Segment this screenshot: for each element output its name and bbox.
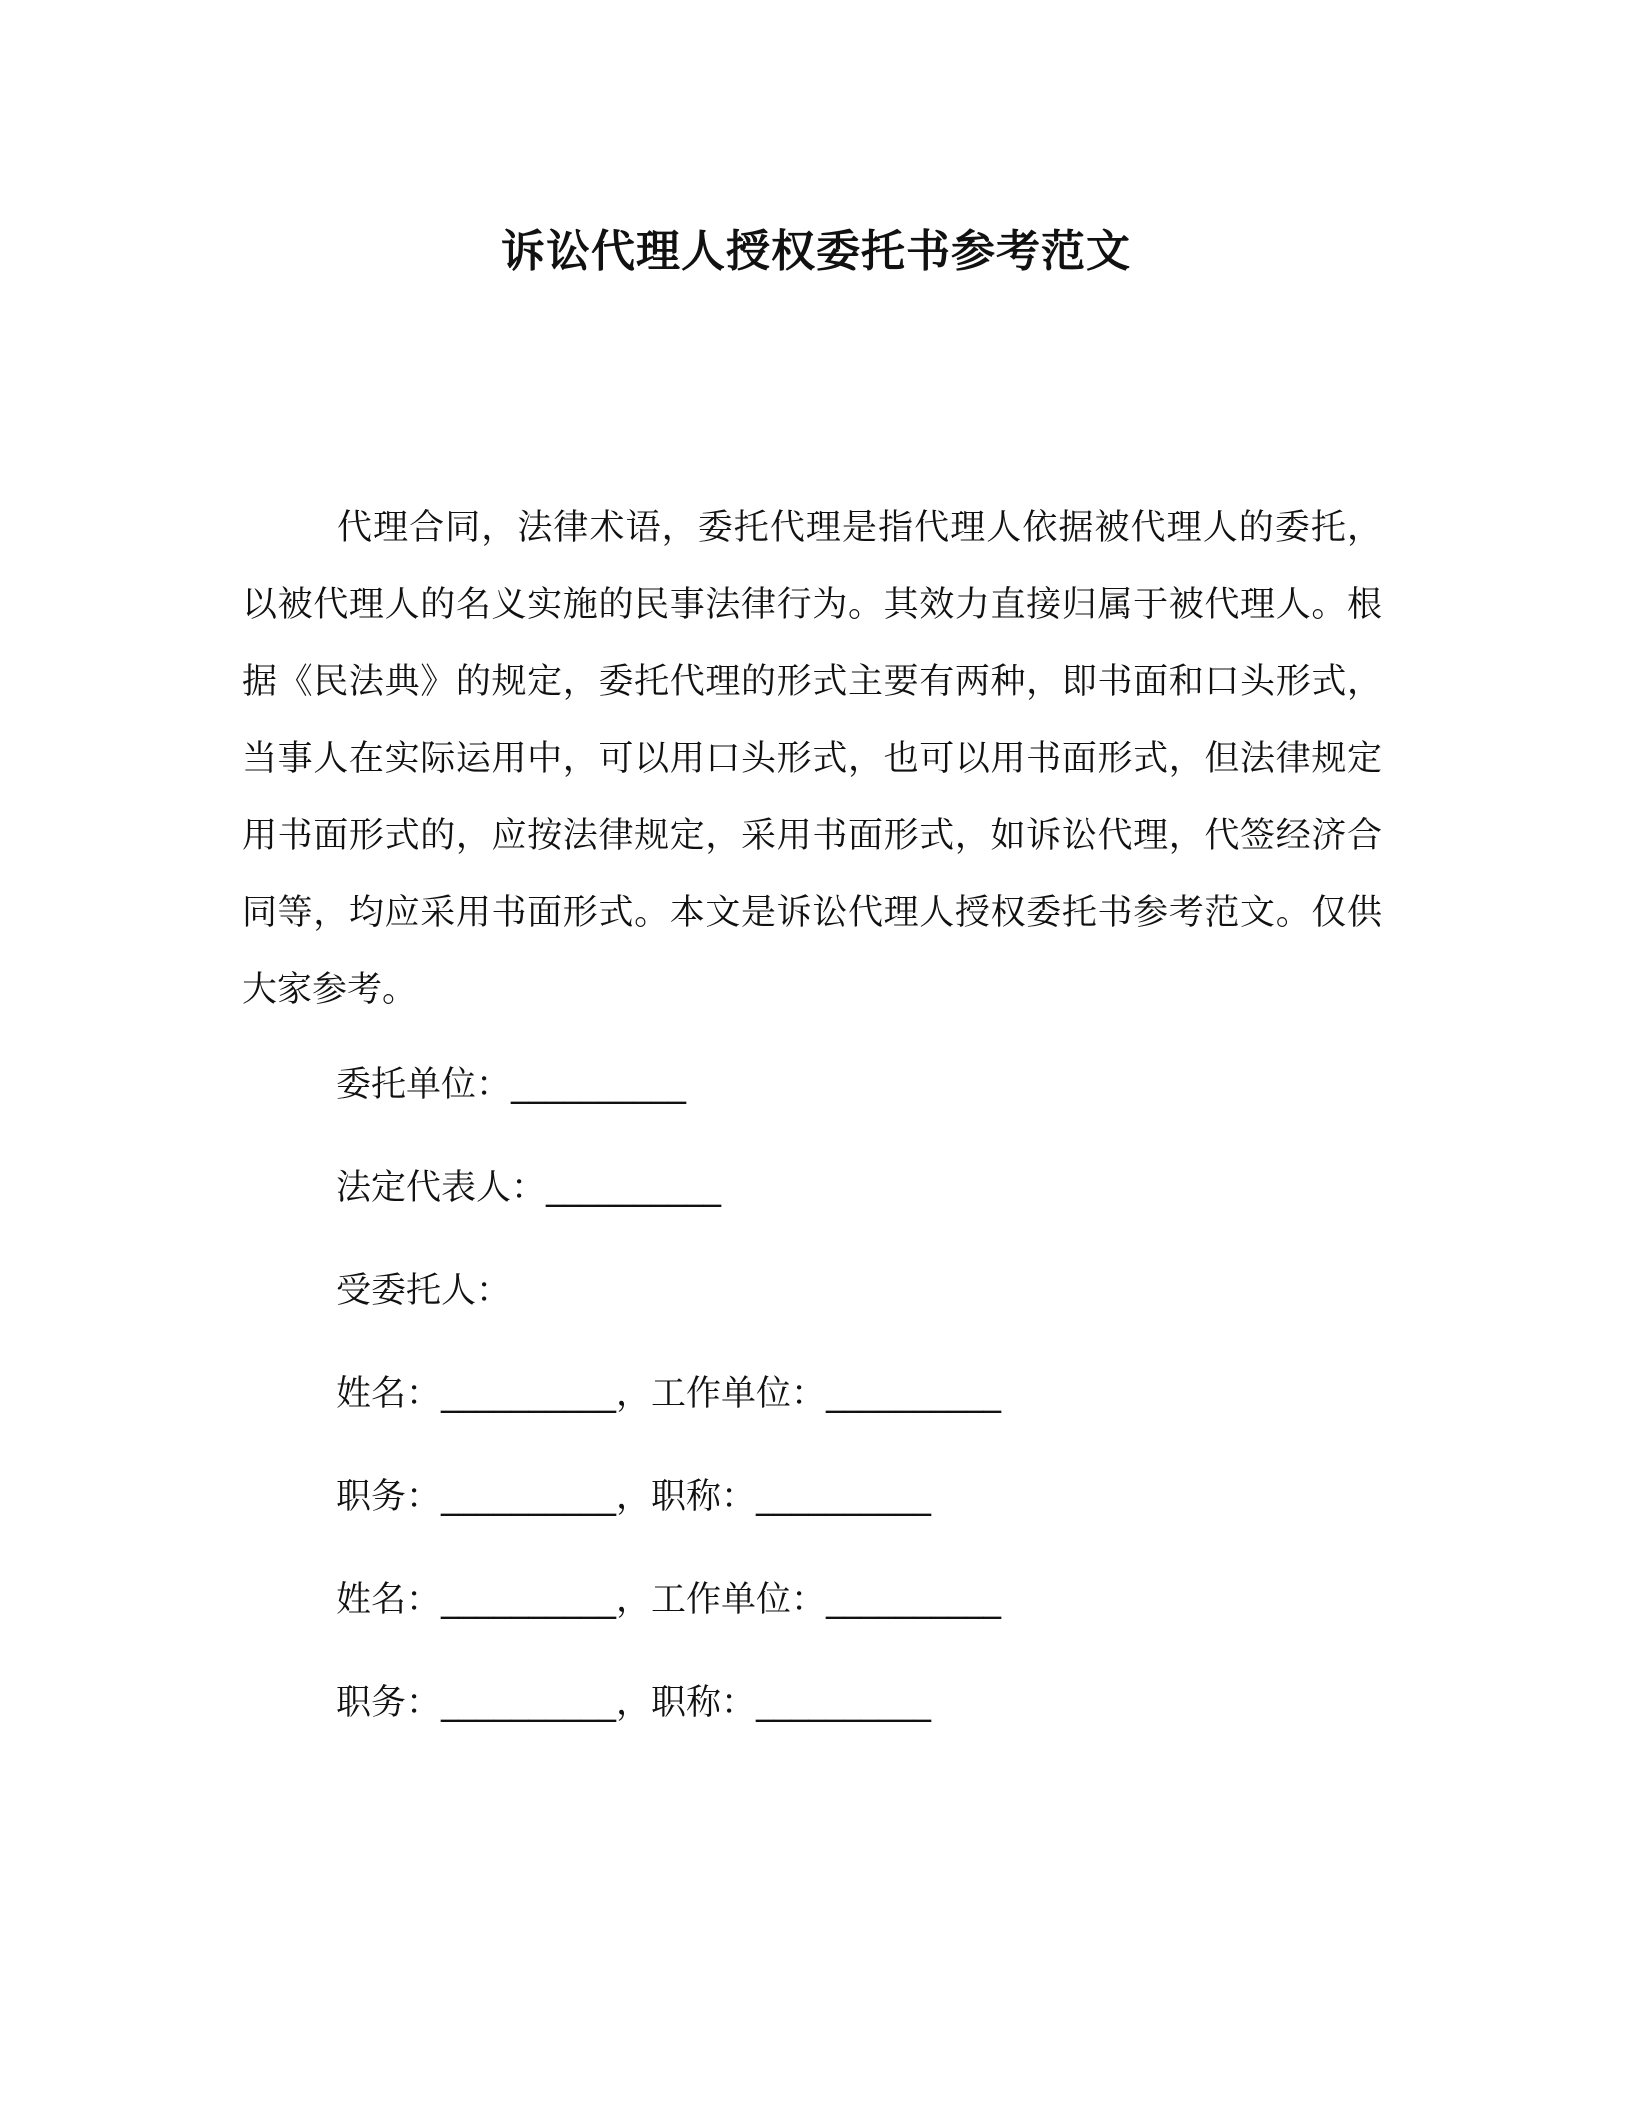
intro-paragraph: 代理合同，法律术语，委托代理是指代理人依据被代理人的委托，以被代理人的名义实施的民事法律行为。其效力直接归属于被代理人。根据《民法典》的规定，委托代理的形式主要有两种，即书面和口头形式，当事人在实际运用中，可以用口头形式，也可以用书面形式，但法律规定用书面形式的，应按法律规定，采用书面形式，如诉讼代理，代签经济合同等，均应采用书面形式。本文是诉讼代理人授权委托书参考范文。仅供大家参考。 <box>242 508 1382 1010</box>
field-position-title-2: 职务：__________，职称：__________ <box>336 1683 932 1723</box>
field-name-workplace-2: 姓名：__________，工作单位：__________ <box>336 1580 1002 1620</box>
field-position-title-1: 职务：__________，职称：__________ <box>336 1477 932 1517</box>
field-name-workplace-1: 姓名：__________，工作单位：__________ <box>336 1374 1002 1414</box>
field-entrusting-unit: 委托单位：__________ <box>336 1065 687 1105</box>
field-legal-representative: 法定代表人：__________ <box>336 1168 722 1208</box>
field-entrusted-person: 受委托人： <box>336 1271 512 1311</box>
document-title: 诉讼代理人授权委托书参考范文 <box>501 226 1131 277</box>
